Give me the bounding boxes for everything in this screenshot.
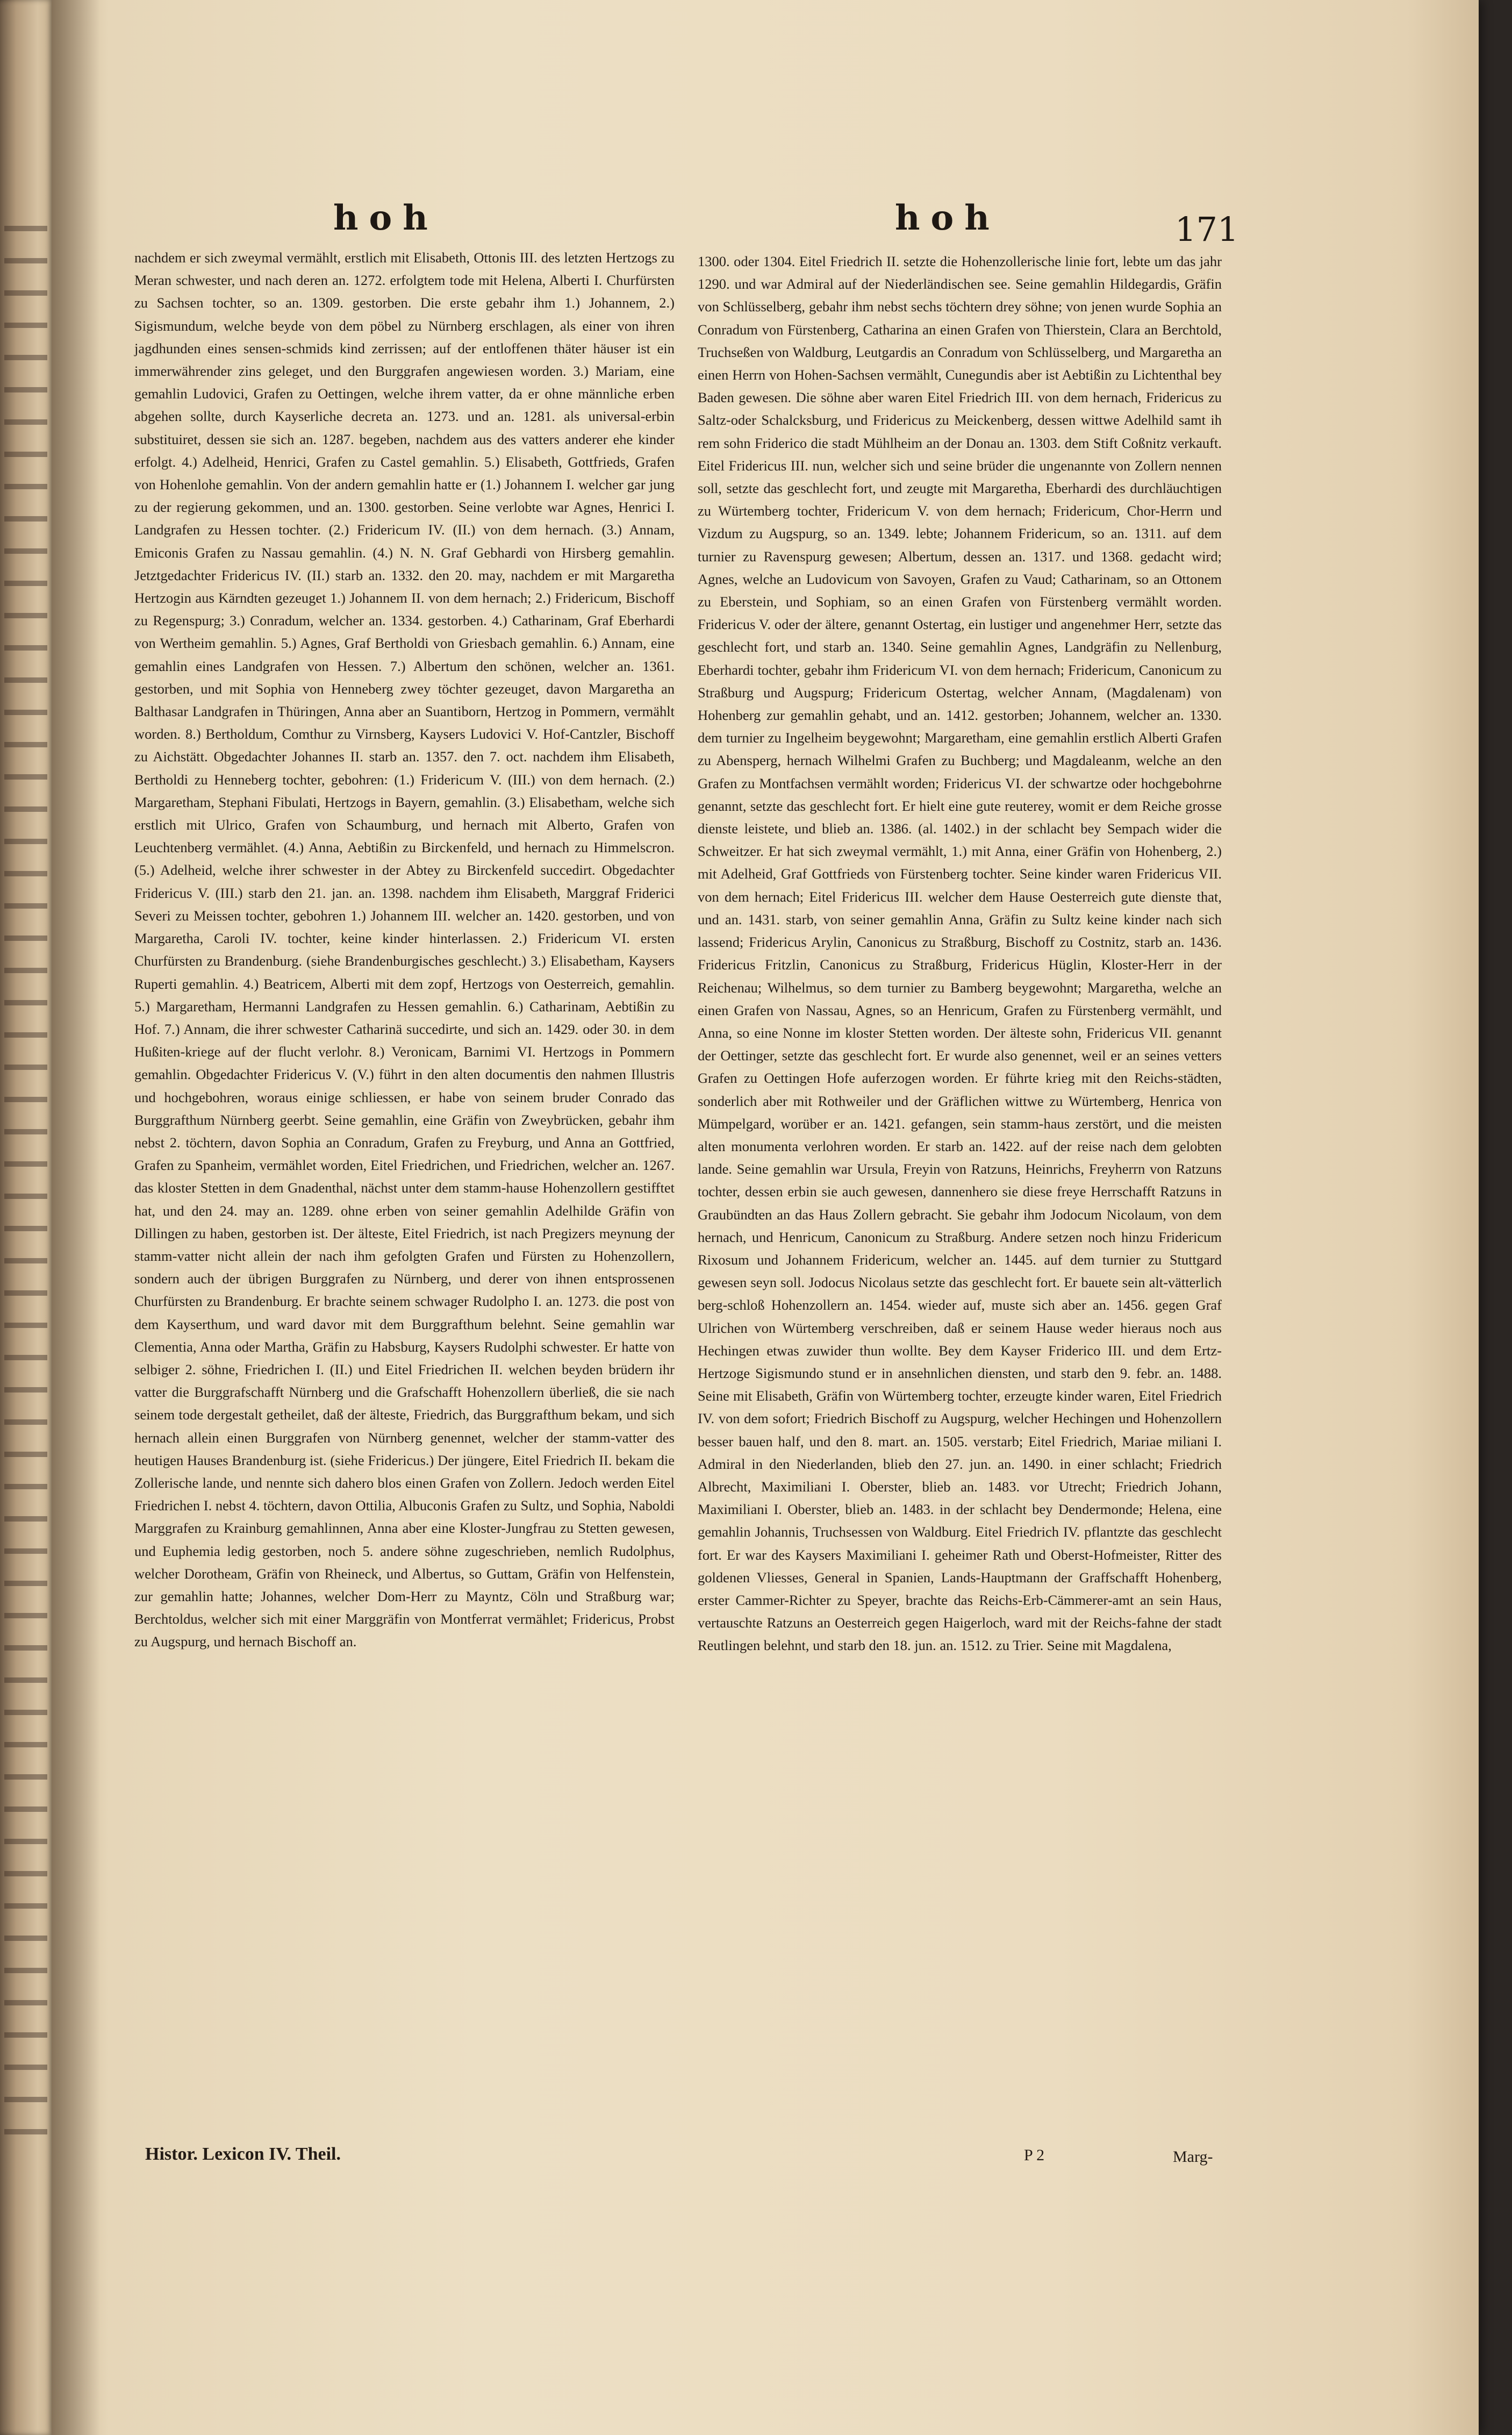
text-column-right (698, 250, 1222, 1657)
text-column-left (134, 246, 675, 1653)
previous-page-edge (0, 0, 54, 2435)
running-head-left: hoh (333, 198, 439, 238)
column-right-text: 1300. oder 1304. Eitel Friedrich II. setzte die Hohenzollerische linie fort, lebte um das jahr 1290. und war Admiral auf der Niederländischen see. Seine gemahlin Hildegardis, Gräfin von Schlüsselberg, gebahr ihm nebst sechs töchtern drey söhne; von jenen wurde Sophia an Conradum von Fürstenberg, Catharina an einen Grafen von Thierstein, Clara an Berchtold, Truchseßen von Waldburg, Leutgardis an Conradum von Schlüsselberg, und Margaretha an einen Herrn von Hohen-Sachsen vermählt, Cunegundis aber ist Aebtißin zu Lichtenthal bey Baden gewesen. Die söhne aber waren Eitel Friedrich III. von dem hernach, Fridericus zu Saltz-oder Schalcksburg, und Fridericus zu Meickenberg, dessen wittwe Adelhild samt ih rem sohn Friderico die stadt Mühlheim an der Donau an. 1303. dem Stift Coßnitz verkauft. Eitel Fridericus III. nun, welcher sich und seine brüder die ungenannte von Zollern nennen soll, setzte das geschlecht fort, und zeugte mit Margaretha, Eberhardi des durchläuchtigen zu Würtemberg tochter, Fridericum V. von dem hernach; Fridericum, Chor-Herrn und Vizdum zu Augspurg, so an. 1349. lebte; Johannem Fridericum, so an. 1311. auf dem turnier zu Ravenspurg gewesen; Albertum, dessen an. 1317. und 1368. gedacht wird; Agnes, welche an Ludovicum von Savoyen, Grafen zu Vaud; Catharinam, so an Ottonem zu Eberstein, und Sophiam, so an einen Grafen von Fürstenberg vermählt worden. Fridericus V. oder der ältere, genannt Ostertag, ein lustiger und angenehmer Herr, setzte das geschlecht fort, und starb an. 1340. Seine gemahlin Agnes, Landgräfin zu Nellenburg, Eberhardi tochter, gebahr ihm Fridericum VI. von dem hernach; Fridericum, Canonicum zu Straßburg und Augspurg; Fridericum Ostertag, welcher Annam, (Magdalenam) von Hohenberg zur gemahlin gehabt, und an. 1412. gestorben; Johannem, welcher an. 1330. dem turnier zu Ingelheim beygewohnt; Margaretham, eine gemahlin erstlich Alberti Grafen zu Abensperg, hernach Wilhelmi Grafen zu Buchberg; und Magdaleanm, welche an den Grafen zu Montfachsen vermählt worden; Fridericus VI. der schwartze oder hochgebohrne genannt, setzte das geschlecht fort. Er hielt eine gute reuterey, womit er dem Reiche grosse dienste leistete, und blieb an. 1386. (al. 1402.) in der schlacht bey Sempach wider die Schweitzer. Er hat sich zweymal vermählt, 1.) mit Anna, einer Gräfin von Hohenberg, 2.) mit Adelheid, Graf Gottfrieds von Fürstenberg tochter. Seine kinder waren Fridericus VII. von dem hernach; Eitel Fridericus III. welcher dem Hause Oesterreich gute dienste that, und an. 1431. starb, von seiner gemahlin Anna, Gräfin zu Sultz keine kinder nach sich lassend; Fridericus Arylin, Canonicus zu Straßburg, Bischoff zu Costnitz, starb an. 1436. Fridericus Fritzlin, Canonicus zu Straßburg, Fridericus Hüglin, Kloster-Herr in der Reichenau; Wilhelmus, so dem turnier zu Bamberg beygewohnt; Margaretha, welche an einen Grafen von Nassau, Agnes, so an Henricum, Grafen zu Fürstenberg vermählt, und Anna, so eine Nonne im kloster Stetten worden. Der älteste sohn, Fridericus VII. genannt der Oettinger, setzte das geschlecht fort. Er wurde also genennet, weil er an seines vetters Grafen zu Oettingen Hofe auferzogen worden. Er führte krieg mit den Reichs-städten, sonderlich aber mit Rothweiler und der Gräflichen wittwe zu Würtemberg, Henrica von Mümpelgard, worüber er an. 1421. gefangen, sein stamm-haus zerstört, und die meisten alten monumenta verlohren worden. Er starb an. 1422. auf der reise nach dem gelobten lande. Seine gemahlin war Ursula, Freyin von Ratzuns, Heinrichs, Freyherrn von Ratzuns tochter, dessen erbin sie auch gewesen, dannenhero sie diese freye Herrschafft Ratzuns in Graubündten an das Haus Zollern gebracht. Sie gebahr ihm Jodocum Nicolaum, von dem hernach, und Henricum, Canonicum zu Straßburg. Andere setzen noch hinzu Fridericum Rixosum und Johannem Fridericum, welcher an. 1445. auf dem turnier zu Stuttgard gewesen seyn soll. Jodocus Nicolaus setzte das geschlecht fort. Er bauete sein alt-vätterlich berg-schloß Hohenzollern an. 1454. wieder auf, muste sich aber an. 1456. gegen Graf Ulrichen von Würtemberg verschreiben, daß er seinem Hause weder hieraus noch aus Hechingen etwas zuwider thun wollte. Bey dem Kayser Friderico III. und dem Ertz-Hertzoge Sigismundo stund er in ansehnlichen diensten, und starb den 9. febr. an. 1488. Seine mit Elisabeth, Gräfin von Würtemberg tochter, erzeugte kinder waren, Eitel Friedrich IV. von dem sofort; Friedrich Bischoff zu Augspurg, welcher Hechingen und Hohenzollern besser bauen half, und den 8. mart. an. 1505. verstarb; Eitel Friedrich, Mariae miliani I. Admiral in den Niederlanden, blieb den 27. jun. an. 1490. in einer schlacht; Friedrich Albrecht, Maximiliani I. Oberster, blieb an. 1483. vor Utrecht; Friedrich Johann, Maximiliani I. Oberster, blieb an. 1483. in der schlacht bey Dendermonde; Helena, eine gemahlin Johannis, Truchsessen von Waldburg. Eitel Friedrich IV. pflantzte das geschlecht fort. Er war des Kaysers Maximiliani I. geheimer Rath und Oberst-Hofmeister, Ritter des goldenen Vliesses, General in Spanien, Lands-Hauptmann der Graffschafft Hohenberg, erster Cammer-Richter zu Speyer, brachte das Reichs-Erb-Cämmerer-amt an sein Haus, vertauschte Ratzuns an Oesterreich gegen Haigerloch, ward mit der Reichs-fahne der stadt Reutlingen belehnt, und starb den 18. jun. an. 1512. zu Trier. Seine mit Magdalena, (698, 253, 1222, 1654)
signature-mark: P 2 (1024, 2146, 1045, 2164)
catchword: Marg- (1173, 2148, 1213, 2166)
signature-line-title: Histor. Lexicon IV. Theil. (145, 2144, 341, 2164)
gutter-shadow (52, 0, 100, 2435)
page-number: 171 (1175, 210, 1239, 249)
running-head-right: hoh (895, 198, 1000, 238)
column-left-text: nachdem er sich zweymal vermählt, erstlich mit Elisabeth, Ottonis III. des letzten Hertzogs zu Meran schwester, und nach deren an. 1272. erfolgtem tode mit Helena, Alberti I. Churfürsten zu Sachsen tochter, so an. 1309. gestorben. Die erste gebahr ihm 1.) Johannem, 2.) Sigismundum, welche beyde von dem pöbel zu Nürnberg erschlagen, als einer von ihren jagdhunden eines sensen-schmids kind zerrissen; auf der entloffenen thäter häuser ist ein immerwährender zins geleget, und den Burggrafen angewiesen worden. 3.) Mariam, eine gemahlin Ludovici, Grafen zu Oettingen, welche ihrem vatter, da er ohne männliche erben abgehen sollte, durch Kayserliche decreta an. 1273. und an. 1281. als universal-erbin substituiret, dessen sie sich an. 1287. begeben, nachdem aus des vatters anderer ehe kinder erfolgt. 4.) Adelheid, Henrici, Grafen zu Castel gemahlin. 5.) Elisabeth, Gottfrieds, Grafen von Hohenlohe gemahlin. Von der andern gemahlin hatte er (1.) Johannem I. welcher gar jung zu der regierung gekommen, und an. 1300. gestorben. Seine verlobte war Agnes, Henrici I. Landgrafen zu Hessen tochter. (2.) Fridericum IV. (II.) von dem hernach. (3.) Annam, Emiconis Grafen zu Nassau gemahlin. (4.) N. N. Graf Gebhardi von Hirsberg gemahlin. Jetztgedachter Fridericus IV. (II.) starb an. 1332. den 20. may, nachdem er mit Margaretha Hertzogin aus Kärndten gezeuget 1.) Johannem II. von dem hernach; 2.) Fridericum, Bischoff zu Regenspurg; 3.) Conradum, welcher an. 1334. gestorben. 4.) Catharinam, Graf Eberhardi von Wertheim gemahlin. 5.) Agnes, Graf Bertholdi von Griesbach gemahlin. 6.) Annam, eine gemahlin eines Landgrafen von Hessen. 7.) Albertum den schönen, welcher an. 1361. gestorben, und mit Sophia von Henneberg zwey töchter gezeuget, davon Margaretha an Balthasar Landgrafen in Thüringen, Anna aber an Suantiborn, Hertzog in Pommern, vermählt worden. 8.) Bertholdum, Comthur zu Virnsberg, Kaysers Ludovici V. Hof-Cantzler, Bischoff zu Aichstätt. Obgedachter Johannes II. starb an. 1357. den 7. oct. nachdem ihm Elisabeth, Bertholdi zu Henneberg tochter, gebohren: (1.) Fridericum V. (III.) von dem hernach. (2.) Margaretham, Stephani Fibulati, Hertzogs in Bayern, gemahlin. (3.) Elisabetham, welche sich erstlich mit Ulrico, Grafen von Schaumburg, und hernach mit Alberto, Grafen von Leuchtenberg vermählet. (4.) Anna, Aebtißin zu Birckenfeld, und hernach zu Himmelscron. (5.) Adelheid, welche ihrer schwester in der Abtey zu Birckenfeld succedirt. Obgedachter Fridericus V. (III.) starb den 21. jan. an. 1398. nachdem ihm Elisabeth, Marggraf Friderici Severi zu Meissen tochter, gebohren 1.) Johannem III. welcher an. 1420. gestorben, und von Margaretha, Caroli IV. tochter, keine kinder hinterlassen. 2.) Fridericum VI. ersten Churfürsten zu Brandenburg. (siehe Brandenburgisches geschlecht.) 3.) Elisabetham, Kaysers Ruperti gemahlin. 4.) Beatricem, Alberti mit dem zopf, Hertzogs von Oesterreich, gemahlin. 5.) Margaretham, Hermanni Landgrafen zu Hessen gemahlin. 6.) Catharinam, Aebtißin zu Hof. 7.) Annam, die ihrer schwester Catharinä succedirte, und sich an. 1429. oder 30. in dem Hußiten-kriege auf der flucht verlohr. 8.) Veronicam, Barnimi VI. Hertzogs in Pommern gemahlin. Obgedachter Fridericus V. (V.) führt in den alten documentis den nahmen Illustris und hochgebohren, woraus einige schliessen, er habe von seinem bruder Conrado das Burggrafthum Nürnberg geerbt. Seine gemahlin, eine Gräfin von Zweybrücken, gebahr ihm nebst 2. töchtern, davon Sophia an Conradum, Grafen zu Freyburg, und Anna an Gottfried, Grafen zu Spanheim, vermählet worden, Eitel Friedrichen, und Friedrichen, welcher an. 1267. das kloster Stetten in dem Gnadenthal, nächst unter dem stamm-hause Hohenzollern gestifftet hat, und den 24. may an. 1289. ohne erben von seiner gemahlin Adelhilde Gräfin von Dillingen zu haben, gestorben ist. Der älteste, Eitel Friedrich, ist nach Pregizers meynung der stamm-vatter nicht allein der nach ihm gefolgten Grafen und Fürsten zu Hohenzollern, sondern auch der übrigen Burggrafen zu Nürnberg, und derer von ihnen entsprossenen Churfürsten zu Brandenburg. Er brachte seinem schwager Rudolpho I. an. 1273. die post von dem Kayserthum, und ward davor mit dem Burggrafthum belehnt. Seine gemahlin war Clementia, Anna oder Martha, Gräfin zu Habsburg, Kaysers Rudolphi schwester. Er hatte von selbiger 2. söhne, Friedrichen I. (II.) und Eitel Friedrichen II. welchen beyden brüdern ihr vatter die Burggrafschafft Nürnberg und die Grafschafft Hohenzollern überließ, die sie nach seinem tode dergestalt getheilet, daß der älteste, Friedrich, das Burggrafthum bekam, und sich hernach allein einen Burggrafen von Nürnberg genennet, welcher der stamm-vatter des heutigen Hauses Brandenburg ist. (siehe Fridericus.) Der jüngere, Eitel Friedrich II. bekam die Zollerische lande, und nennte sich dahero blos einen Grafen von Zollern. Jedoch werden Eitel Friedrichen I. nebst 4. töchtern, davon Ottilia, Albuconis Grafen zu Sultz, und Sophia, Naboldi Marggrafen zu Krainburg gemahlinnen, Anna aber eine Kloster-Jungfrau zu Stetten gewesen, und Euphemia ledig gestorben, noch 5. andere söhne zugeschrieben, nemlich Rudolphus, welcher Dorotheam, Gräfin von Rheineck, und Albertus, so Guttam, Gräfin von Helfenstein, zur gemahlin hatte; Johannes, welcher Dom-Herr zu Mayntz, Cöln und Straßburg war; Berchtoldus, welcher sich mit einer Marggräfin von Montferrat vermählet; Fridericus, Probst zu Augspurg, und hernach Bischoff an. (134, 249, 675, 1650)
